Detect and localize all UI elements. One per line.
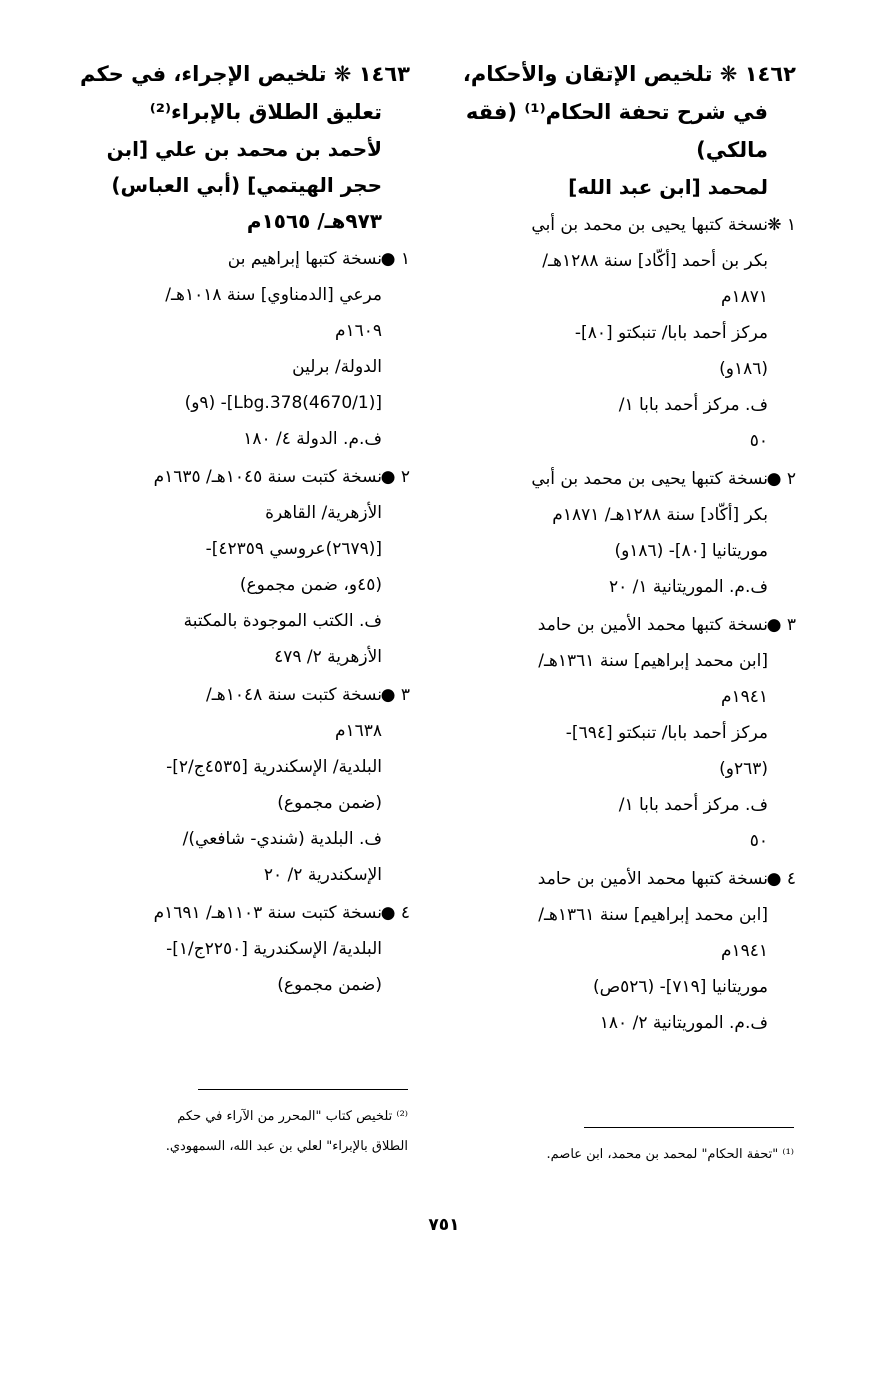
- entry-text: ١٨٧١م: [720, 287, 768, 307]
- author-dates: ٩٧٣هـ/ ١٥٦٥م: [246, 209, 382, 233]
- footnote-line: الطلاق بالإبراء" لعلي بن عبد الله، السمهودي.: [165, 1139, 408, 1154]
- entry-text: نسخة كتبها محمد الأمين بن حامد: [537, 869, 768, 889]
- entry-1463-title: [40, 55, 410, 131]
- entry-text: ١٦٣٨م: [334, 721, 382, 741]
- title-line: تعليق الطلاق بالإبراء⁽²⁾: [149, 100, 382, 124]
- title-line: مالكي): [696, 138, 768, 162]
- entry-location: (ضمن مجموع): [277, 793, 382, 813]
- entry-text: ١٩٤١م: [720, 687, 768, 707]
- entry-number: ٢ ●: [766, 469, 796, 489]
- entry-text: نسخة كتبها إبراهيم بن: [227, 249, 382, 269]
- entry-catalog: ف. مركز أحمد بابا ١/: [618, 395, 768, 415]
- footnote-divider: [198, 1089, 408, 1090]
- footnote-2: [48, 1102, 408, 1162]
- entry-number: ٢ ●: [380, 467, 410, 487]
- manuscript-entry: [426, 461, 796, 605]
- manuscript-entry: [40, 677, 410, 893]
- entry-location: مركز أحمد بابا/ تنبكتو [٦٩٤]-: [565, 723, 768, 743]
- entry-text: نسخة كتبها يحيى بن محمد بن أبي: [531, 469, 768, 489]
- entry-catalog: ف. الكتب الموجودة بالمكتبة: [183, 611, 382, 631]
- entry-catalog: ٥٠: [749, 831, 768, 851]
- entry-location: (٢٦٣و): [719, 759, 768, 779]
- entry-1463-column: [40, 55, 410, 1003]
- entry-catalog: ٥٠: [749, 431, 768, 451]
- entry-catalog: ف. البلدية (شندي- شافعي)/: [182, 829, 382, 849]
- manuscript-entry: [426, 861, 796, 1041]
- entry-1462-author: لمحمد [ابن عبد الله]: [568, 175, 768, 199]
- entry-location: (١٨٦و): [719, 359, 768, 379]
- entry-number: ٣ ●: [380, 685, 410, 705]
- entry-text: [ابن محمد إبراهيم] سنة ١٣٦١هـ/: [538, 905, 768, 925]
- entry-location: (ضمن مجموع): [277, 975, 382, 995]
- entry-location: الأزهرية/ القاهرة: [265, 503, 382, 523]
- entry-location: (٤٥و، ضمن مجموع): [239, 575, 382, 595]
- entry-number: ٣ ●: [766, 615, 796, 635]
- entry-location: [(٢٦٧٩)عروسي ٤٢٣٥٩]-: [205, 539, 382, 559]
- entry-location: الدولة/ برلين: [292, 357, 382, 377]
- entry-text: ١٦٠٩م: [334, 321, 382, 341]
- entry-1462-title: [426, 55, 796, 169]
- entry-text: نسخة كتبت سنة ١٠٤٨هـ/: [206, 685, 382, 705]
- entry-text: [ابن محمد إبراهيم] سنة ١٣٦١هـ/: [538, 651, 768, 671]
- entry-text: نسخة كتبها يحيى بن محمد بن أبي: [531, 215, 768, 235]
- entry-catalog: ف. مركز أحمد بابا ١/: [618, 795, 768, 815]
- footnote-1: ⁽¹⁾ "تحفة الحكام" لمحمد بن محمد، ابن عاصم.: [546, 1147, 794, 1162]
- entry-location: [(4670/1)Lbg.378]- (٩و): [184, 393, 382, 413]
- entry-location: البلدية/ الإسكندرية [٢٢٥٠ج/١]-: [166, 939, 382, 959]
- author-line: حجر الهيتمي] (أبي العباس): [111, 173, 382, 197]
- entry-location: البلدية/ الإسكندرية [٤٥٣٥ج/٢]-: [166, 757, 382, 777]
- entry-location: مركز أحمد بابا/ تنبكتو [٨٠]-: [574, 323, 768, 343]
- entry-text: مرعي [الدمناوي] سنة ١٠١٨هـ/: [165, 285, 382, 305]
- entry-location: موريتانيا [٧١٩]- (٥٢٦ص): [592, 977, 768, 997]
- entry-text: ١٩٤١م: [720, 941, 768, 961]
- entry-1463-author: [40, 131, 410, 239]
- entry-number: ١ ●: [380, 249, 410, 269]
- manuscript-entry: [40, 241, 410, 457]
- entry-catalog: ف.م. الموريتانية ١/ ٢٠: [608, 577, 768, 597]
- entry-text: نسخة كتبت سنة ١١٠٣هـ/ ١٦٩١م: [153, 903, 382, 923]
- entry-text: نسخة كتبها محمد الأمين بن حامد: [537, 615, 768, 635]
- manuscript-entry: [426, 607, 796, 859]
- title-line: ١٤٦٢ ❋ تلخيص الإتقان والأحكام،: [462, 62, 796, 86]
- title-line: ١٤٦٣ ❋ تلخيص الإجراء، في حكم: [79, 62, 410, 86]
- entry-catalog: ف.م. الموريتانية ٢/ ١٨٠: [599, 1013, 768, 1033]
- entry-catalog: ف.م. الدولة ٤/ ١٨٠: [243, 429, 382, 449]
- manuscript-entry: [40, 895, 410, 1003]
- entry-number: ١ ❋: [767, 215, 796, 235]
- entry-location: موريتانيا [٨٠]- (١٨٦و): [614, 541, 768, 561]
- manuscript-entry: [40, 459, 410, 675]
- manuscript-entry: [426, 207, 796, 459]
- page-number: ٧٥١: [428, 1215, 460, 1235]
- entry-number: ٤ ●: [766, 869, 796, 889]
- footnote-line: ⁽²⁾ تلخيص كتاب "المحرر من الآراء في حكم: [177, 1109, 408, 1124]
- title-line: في شرح تحفة الحكام⁽¹⁾ (فقه: [465, 100, 768, 124]
- entry-catalog: الأزهرية ٢/ ٤٧٩: [274, 647, 382, 667]
- author-line: لأحمد بن محمد بن علي [ابن: [106, 137, 382, 161]
- entry-text: بكر بن أحمد [أكّاد] سنة ١٢٨٨هـ/: [542, 251, 768, 271]
- entry-text: نسخة كتبت سنة ١٠٤٥هـ/ ١٦٣٥م: [153, 467, 382, 487]
- entry-catalog: الإسكندرية ٢/ ٢٠: [263, 865, 382, 885]
- entry-1462-column: [426, 55, 796, 1041]
- entry-number: ٤ ●: [380, 903, 410, 923]
- footnote-divider: [584, 1127, 794, 1128]
- entry-text: بكر [أكّاد] سنة ١٢٨٨هـ/ ١٨٧١م: [552, 505, 768, 525]
